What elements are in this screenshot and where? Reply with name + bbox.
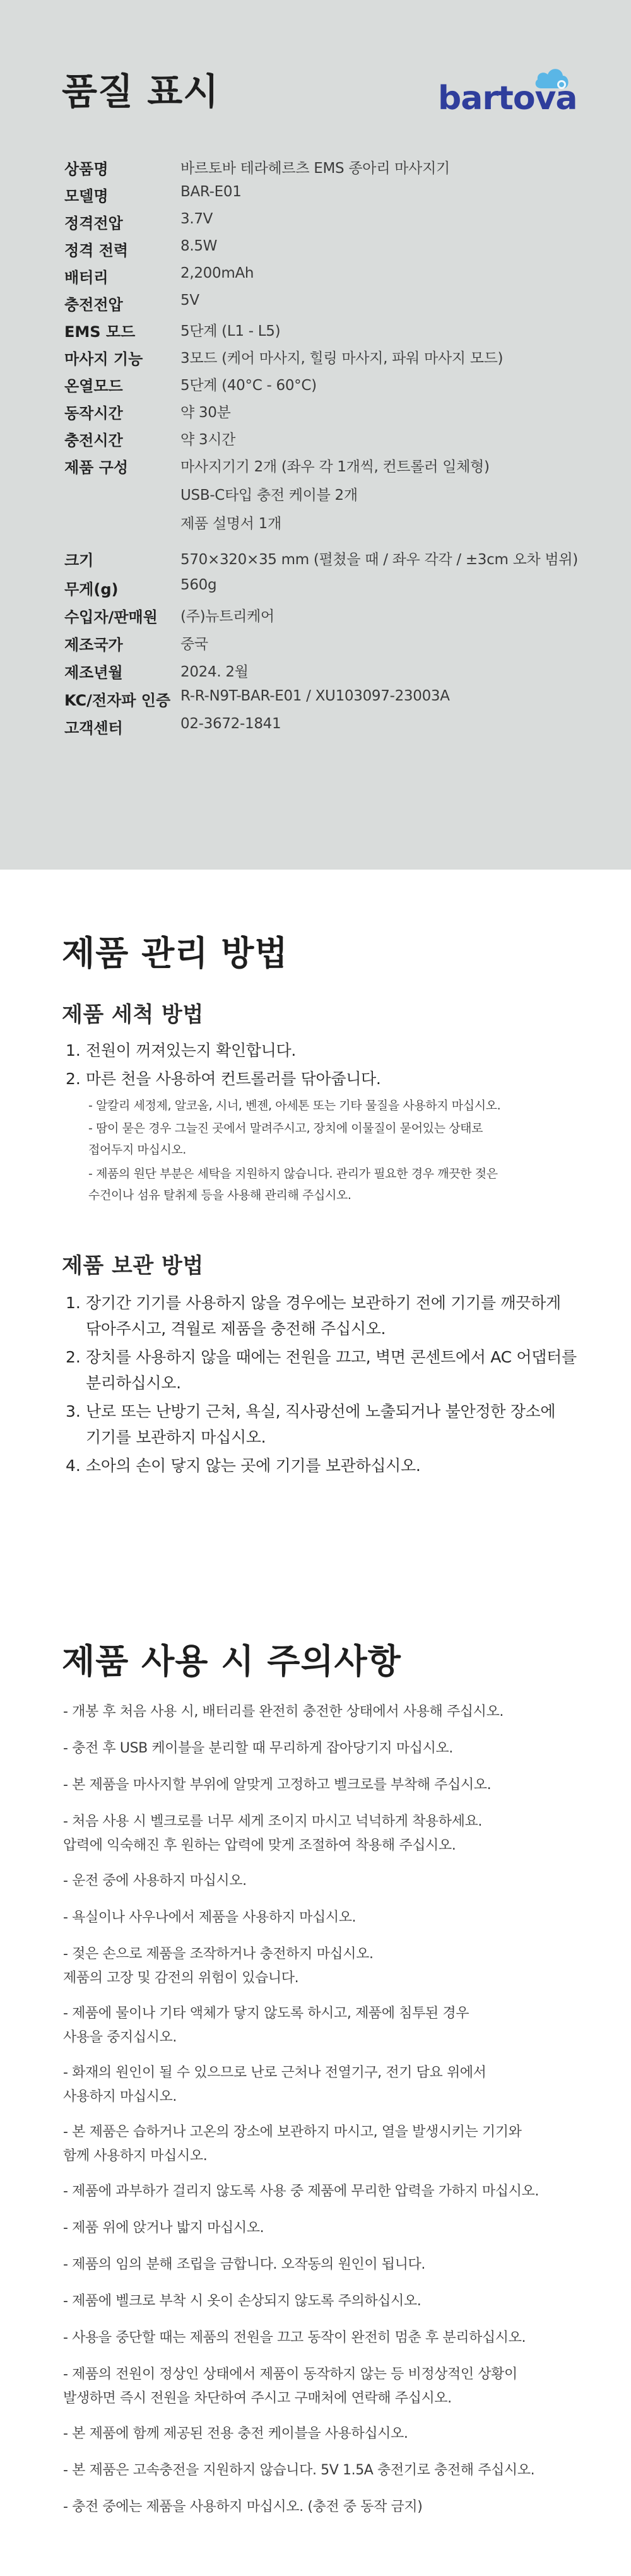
storage-title: 제품 보관 방법 — [62, 1253, 204, 1279]
spec-row — [64, 428, 582, 453]
spec-value: 2024. 2월 — [180, 664, 249, 680]
step-text: 소아의 손이 닿지 않는 곳에 기기를 보관하십시오. — [86, 1456, 421, 1475]
spec-label: 충전시간 — [64, 432, 123, 449]
spec-row — [64, 319, 582, 345]
spec-row — [64, 688, 582, 713]
spec-row — [64, 374, 582, 399]
cleaning-note: - 알칼리 세정제, 알코올, 시너, 벤젠, 아세톤 또는 기타 물질을 사용하지 마십시오. — [88, 1099, 501, 1113]
spec-row — [64, 265, 582, 290]
caution-item: - 제품에 물이나 기타 액체가 닿지 않도록 하시고, 제품에 침투된 경우 사용을 중지십시오. — [63, 2006, 469, 2045]
caution-item: - 처음 사용 시 벨크로를 너무 세게 조이지 마시고 넉넉하게 착용하세요. 압력에 익숙해진 후 원하는 압력에 맞게 조절하여 착용해 주십시오. — [63, 1814, 482, 1853]
spec-row — [64, 238, 582, 263]
caution-item: - 사용을 중단할 때는 제품의 전원을 끄고 동작이 완전히 멈춘 후 분리하십시오. — [63, 2330, 526, 2346]
caution-item: - 본 제품을 마사지할 부위에 알맞게 고정하고 벨크로를 부착해 주십시오. — [63, 1777, 492, 1793]
spec-label: EMS 모드 — [64, 323, 136, 341]
caution-item: - 운전 중에 사용하지 마십시오. — [63, 1873, 247, 1889]
caution-item: - 본 제품은 고속충전을 지원하지 않습니다. 5V 1.5A 충전기로 충전해 주십시오. — [63, 2462, 535, 2478]
spec-row — [64, 605, 582, 630]
step-number: 1. — [66, 1294, 81, 1312]
spec-value: BAR-E01 — [180, 184, 242, 200]
step-number: 2. — [66, 1348, 81, 1366]
spec-value: 560g — [180, 577, 217, 593]
spec-value: 2,200mAh — [180, 265, 254, 281]
spec-row — [64, 577, 582, 602]
spec-value: 약 30분 — [180, 405, 231, 421]
spec-row — [64, 716, 582, 741]
step-text: 장치를 사용하지 않을 때에는 전원을 끄고, 벽면 콘센트에서 AC 어댑터를 분리하십시오. — [86, 1348, 577, 1392]
spec-row — [64, 401, 582, 426]
spec-label: 정격 전력 — [64, 242, 129, 259]
spec-value: 마사지기기 2개 (좌우 각 1개씩, 컨트롤러 일체형) — [180, 459, 490, 475]
spec-value: 바르토바 테라헤르츠 EMS 종아리 마사지기 — [180, 160, 450, 177]
spec-value: 5V — [180, 292, 199, 309]
step-number: 4. — [66, 1456, 81, 1475]
caution-item: - 제품에 벨크로 부착 시 옷이 손상되지 않도록 주의하십시오. — [63, 2293, 422, 2309]
spec-label: 동작시간 — [64, 405, 123, 422]
spec-label: 배터리 — [64, 269, 109, 287]
spec-label: 상품명 — [64, 160, 109, 178]
caution-item: - 화재의 원인이 될 수 있으므로 난로 근처나 전열기구, 전기 담요 위에서 사용하지 마십시오. — [63, 2065, 487, 2105]
step-number: 1. — [66, 1041, 81, 1060]
spec-row — [64, 632, 582, 658]
cleaning-note: - 제품의 원단 부분은 세탁을 지원하지 않습니다. 관리가 필요한 경우 깨끗한 젖은 수건이나 섬유 탈취제 등을 사용해 관리해 주십시오. — [88, 1167, 498, 1202]
spec-label: KC/전자파 인증 — [64, 692, 171, 709]
caution-item: - 본 제품에 함께 제공된 전용 충전 케이블을 사용하십시오. — [63, 2426, 408, 2442]
spec-value: 중국 — [180, 636, 208, 653]
spec-label: 제품 구성 — [64, 459, 129, 476]
spec-value: 3모드 (케어 마사지, 힐링 마사지, 파워 마사지 모드) — [180, 350, 504, 367]
caution-title: 제품 사용 시 주의사항 — [62, 1641, 401, 1681]
caution-item: - 본 제품은 습하거나 고온의 장소에 보관하지 마시고, 열을 발생시키는 기기와 함께 사용하지 마십시오. — [63, 2124, 522, 2164]
spec-title: 품질 표시 — [62, 70, 220, 113]
care-title: 제품 관리 방법 — [62, 933, 288, 973]
caution-item: - 욕실이나 사우나에서 제품을 사용하지 마십시오. — [63, 1910, 357, 1925]
spec-value: R-R-N9T-BAR-E01 / XU103097-23003A — [180, 688, 450, 704]
spec-value: 570×320×35 mm (펼쳤을 때 / 좌우 각각 / ±3cm 오차 범위) — [180, 552, 578, 568]
spec-row — [64, 292, 582, 317]
caution-item: - 젖은 손으로 제품을 조작하거나 충전하지 마십시오. 제품의 고장 및 감전의 위험이 있습니다. — [63, 1946, 374, 1986]
spec-label: 수입자/판매원 — [64, 608, 158, 626]
spec-label: 온열모드 — [64, 377, 123, 395]
caution-item: - 충전 중에는 제품을 사용하지 마십시오. (충전 중 동작 금지) — [63, 2499, 423, 2515]
spec-value: 5단계 (40°C - 60°C) — [180, 377, 317, 394]
cleaning-title: 제품 세척 방법 — [62, 1002, 204, 1027]
spec-label: 무게(g) — [64, 581, 119, 598]
spec-row — [64, 184, 582, 209]
spec-label: 제조년월 — [64, 664, 123, 682]
step-number: 2. — [66, 1070, 81, 1088]
spec-row — [64, 455, 582, 480]
logo-text: bartova — [438, 80, 577, 117]
spec-row — [64, 346, 582, 372]
caution-item: - 제품의 전원이 정상인 상태에서 제품이 동작하지 않는 등 비정상적인 상황이 발생하면 즉시 전원을 차단하여 주시고 구매처에 연락해 주십시오. — [63, 2366, 517, 2406]
spec-label: 마사지 기능 — [64, 350, 143, 368]
spec-value: 약 3시간 — [180, 432, 236, 448]
spec-row — [64, 483, 582, 509]
spec-label: 제조국가 — [64, 636, 123, 654]
caution-item: - 제품 위에 앉거나 밟지 마십시오. — [63, 2220, 264, 2236]
caution-item: - 제품에 과부하가 걸리지 않도록 사용 중 제품에 무리한 압력을 가하지 마십시오. — [63, 2183, 539, 2199]
spec-value: 제품 설명서 1개 — [180, 516, 281, 532]
spec-row — [64, 660, 582, 685]
spec-value: USB-C타입 충전 케이블 2개 — [180, 487, 358, 504]
spec-label: 고객센터 — [64, 719, 123, 737]
step-text: 장기간 기기를 사용하지 않을 경우에는 보관하기 전에 기기를 깨끗하게 닦아주시고, 격월로 제품을 충전해 주십시오. — [86, 1294, 561, 1338]
brand-logo — [438, 63, 577, 120]
spec-value: 02-3672-1841 — [180, 716, 281, 732]
step-text: 난로 또는 난방기 근처, 욕실, 직사광선에 노출되거나 불안정한 장소에 기기를 보관하지 마십시오. — [86, 1402, 556, 1446]
spec-value: 3.7V — [180, 211, 213, 227]
spec-row — [64, 157, 582, 182]
caution-item: - 제품의 임의 분해 조립을 금합니다. 오작동의 원인이 됩니다. — [63, 2257, 425, 2272]
spec-row — [64, 548, 582, 573]
spec-label: 정격전압 — [64, 215, 123, 232]
cleaning-note: - 땀이 묻은 경우 그늘진 곳에서 말려주시고, 장치에 이물질이 묻어있는 상태로 접어두지 마십시오. — [88, 1121, 483, 1157]
spec-label: 충전전압 — [64, 296, 123, 314]
spec-label: 모델명 — [64, 187, 109, 205]
spec-value: (주)뉴트리케어 — [180, 608, 274, 625]
caution-item: - 개봉 후 처음 사용 시, 배터리를 완전히 충전한 상태에서 사용해 주십시오. — [63, 1704, 504, 1720]
spec-section — [0, 0, 631, 870]
step-text: 마른 천을 사용하여 컨트롤러를 닦아줍니다. — [86, 1070, 381, 1088]
step-text: 전원이 꺼져있는지 확인합니다. — [86, 1041, 296, 1060]
spec-row — [64, 211, 582, 236]
spec-value: 5단계 (L1 - L5) — [180, 323, 281, 340]
step-number: 3. — [66, 1402, 81, 1421]
spec-row — [64, 512, 582, 537]
spec-label: 크기 — [64, 552, 94, 569]
caution-item: - 충전 후 USB 케이블을 분리할 때 무리하게 잡아당기지 마십시오. — [63, 1740, 453, 1756]
spec-value: 8.5W — [180, 238, 218, 254]
